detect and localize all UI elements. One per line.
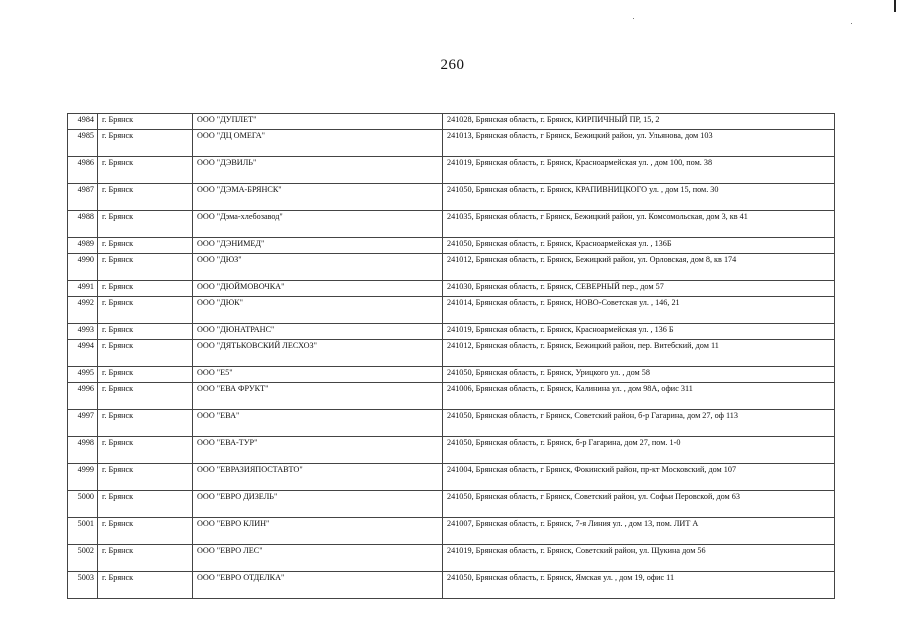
row-number: 4997: [68, 410, 98, 437]
organization-registry-table: [67, 113, 835, 599]
table-row: [68, 367, 835, 383]
row-address: 241014, Брянская область, г. Брянск, НОВО-Советская ул. , 146, 21: [443, 297, 835, 324]
row-city: г. Брянск: [98, 114, 193, 130]
table-row: [68, 238, 835, 254]
row-address: 241050, Брянская область, г. Брянск, Урицкого ул. , дом 58: [443, 367, 835, 383]
row-city: г. Брянск: [98, 297, 193, 324]
row-number: 4988: [68, 211, 98, 238]
table-row: [68, 491, 835, 518]
row-address: 241028, Брянская область, г. Брянск, КИРПИЧНЫЙ ПР, 15, 2: [443, 114, 835, 130]
row-number: 4989: [68, 238, 98, 254]
row-address: 241050, Брянская область, г. Брянск, Ямская ул. , дом 19, офис 11: [443, 572, 835, 599]
row-city: г. Брянск: [98, 184, 193, 211]
row-address: 241050, Брянская область, г. Брянск, б-р Гагарина, дом 27, пом. 1-0: [443, 437, 835, 464]
row-number: 5003: [68, 572, 98, 599]
row-city: г. Брянск: [98, 410, 193, 437]
row-organization: ООО "ЕВРО ЛЕС": [193, 545, 443, 572]
row-organization: ООО "ДЮЙМОВОЧКА": [193, 281, 443, 297]
row-organization: ООО "ЕВРО ОТДЕЛКА": [193, 572, 443, 599]
scan-speck: [851, 23, 852, 24]
row-address: 241019, Брянская область, г. Брянск, Красноармейская ул. , дом 100, пом. 38: [443, 157, 835, 184]
row-organization: ООО "ДЮК": [193, 297, 443, 324]
row-city: г. Брянск: [98, 340, 193, 367]
row-number: 4994: [68, 340, 98, 367]
row-number: 4985: [68, 130, 98, 157]
row-city: г. Брянск: [98, 254, 193, 281]
table-row: [68, 114, 835, 130]
table-row: [68, 254, 835, 281]
row-address: 241007, Брянская область, г. Брянск, 7-я Линия ул. , дом 13, пом. ЛИТ А: [443, 518, 835, 545]
row-address: 241012, Брянская область, г. Брянск, Бежицкий район, ул. Орловская, дом 8, кв 174: [443, 254, 835, 281]
row-organization: ООО "Е5": [193, 367, 443, 383]
row-city: г. Брянск: [98, 518, 193, 545]
table-row: [68, 297, 835, 324]
table-row: [68, 184, 835, 211]
row-address: 241004, Брянская область, г Брянск, Фокинский район, пр-кт Московский, дом 107: [443, 464, 835, 491]
row-address: 241019, Брянская область, г. Брянск, Советский район, ул. Щукина дом 56: [443, 545, 835, 572]
row-city: г. Брянск: [98, 281, 193, 297]
row-organization: ООО "ДЭМА-БРЯНСК": [193, 184, 443, 211]
table-row: [68, 545, 835, 572]
row-address: 241019, Брянская область, г. Брянск, Красноармейская ул. , 136 Б: [443, 324, 835, 340]
row-number: 4986: [68, 157, 98, 184]
row-organization: ООО "ДЭНИМЕД": [193, 238, 443, 254]
row-organization: ООО "ЕВА": [193, 410, 443, 437]
table-row: [68, 410, 835, 437]
row-organization: ООО "ЕВА-ТУР": [193, 437, 443, 464]
table-row: [68, 518, 835, 545]
row-city: г. Брянск: [98, 238, 193, 254]
table-row: [68, 437, 835, 464]
row-organization: ООО "ДЮНАТРАНС": [193, 324, 443, 340]
row-city: г. Брянск: [98, 157, 193, 184]
row-city: г. Брянск: [98, 367, 193, 383]
scan-speck: [633, 18, 634, 19]
row-address: 241050, Брянская область, г. Брянск, Красноармейская ул. , 136Б: [443, 238, 835, 254]
table-row: [68, 340, 835, 367]
row-city: г. Брянск: [98, 130, 193, 157]
row-organization: ООО "ДЮЗ": [193, 254, 443, 281]
row-city: г. Брянск: [98, 464, 193, 491]
row-address: 241050, Брянская область, г Брянск, Советский район, ул. Софьи Перовской, дом 63: [443, 491, 835, 518]
table-row: [68, 464, 835, 491]
table-row: [68, 211, 835, 238]
row-number: 4999: [68, 464, 98, 491]
row-city: г. Брянск: [98, 437, 193, 464]
row-city: г. Брянск: [98, 545, 193, 572]
row-address: 241006, Брянская область, г. Брянск, Калинина ул. , дом 98А, офис 311: [443, 383, 835, 410]
row-organization: ООО "ЕВРО КЛИН": [193, 518, 443, 545]
row-number: 4984: [68, 114, 98, 130]
row-number: 5000: [68, 491, 98, 518]
row-organization: ООО "ЕВРАЗИЯПОСТАВТО": [193, 464, 443, 491]
table-row: [68, 157, 835, 184]
row-city: г. Брянск: [98, 383, 193, 410]
row-organization: ООО "Дэма-хлебозавод": [193, 211, 443, 238]
table-body: [68, 114, 835, 599]
row-address: 241012, Брянская область, г. Брянск, Бежицкий район, пер. Витебский, дом 11: [443, 340, 835, 367]
table-row: [68, 324, 835, 340]
row-organization: ООО "ДУПЛЕТ": [193, 114, 443, 130]
row-city: г. Брянск: [98, 572, 193, 599]
row-number: 4993: [68, 324, 98, 340]
row-address: 241035, Брянская область, г Брянск, Бежицкий район, ул. Комсомольская, дом 3, кв 41: [443, 211, 835, 238]
row-number: 4992: [68, 297, 98, 324]
row-organization: ООО "ЕВА ФРУКТ": [193, 383, 443, 410]
row-organization: ООО "ДЦ ОМЕГА": [193, 130, 443, 157]
row-organization: ООО "ДЯТЬКОВСКИЙ ЛЕСХОЗ": [193, 340, 443, 367]
row-number: 5002: [68, 545, 98, 572]
row-address: 241013, Брянская область, г Брянск, Бежицкий район, ул. Ульянова, дом 103: [443, 130, 835, 157]
row-address: 241050, Брянская область, г Брянск, Советский район, б-р Гагарина, дом 27, оф 113: [443, 410, 835, 437]
row-number: 4990: [68, 254, 98, 281]
row-organization: ООО "ДЭВИЛЬ": [193, 157, 443, 184]
table-row: [68, 383, 835, 410]
table-row: [68, 572, 835, 599]
row-city: г. Брянск: [98, 211, 193, 238]
table-row: [68, 130, 835, 157]
table-row: [68, 281, 835, 297]
row-number: 4991: [68, 281, 98, 297]
row-number: 4996: [68, 383, 98, 410]
row-city: г. Брянск: [98, 324, 193, 340]
row-number: 4987: [68, 184, 98, 211]
scan-edge-mark: [894, 0, 896, 12]
row-address: 241050, Брянская область, г. Брянск, КРАПИВНИЦКОГО ул. , дом 15, пом. 30: [443, 184, 835, 211]
row-city: г. Брянск: [98, 491, 193, 518]
row-address: 241030, Брянская область, г. Брянск, СЕВЕРНЫЙ пер., дом 57: [443, 281, 835, 297]
row-number: 5001: [68, 518, 98, 545]
row-organization: ООО "ЕВРО ДИЗЕЛЬ": [193, 491, 443, 518]
row-number: 4995: [68, 367, 98, 383]
page-number: 260: [440, 57, 465, 73]
row-number: 4998: [68, 437, 98, 464]
